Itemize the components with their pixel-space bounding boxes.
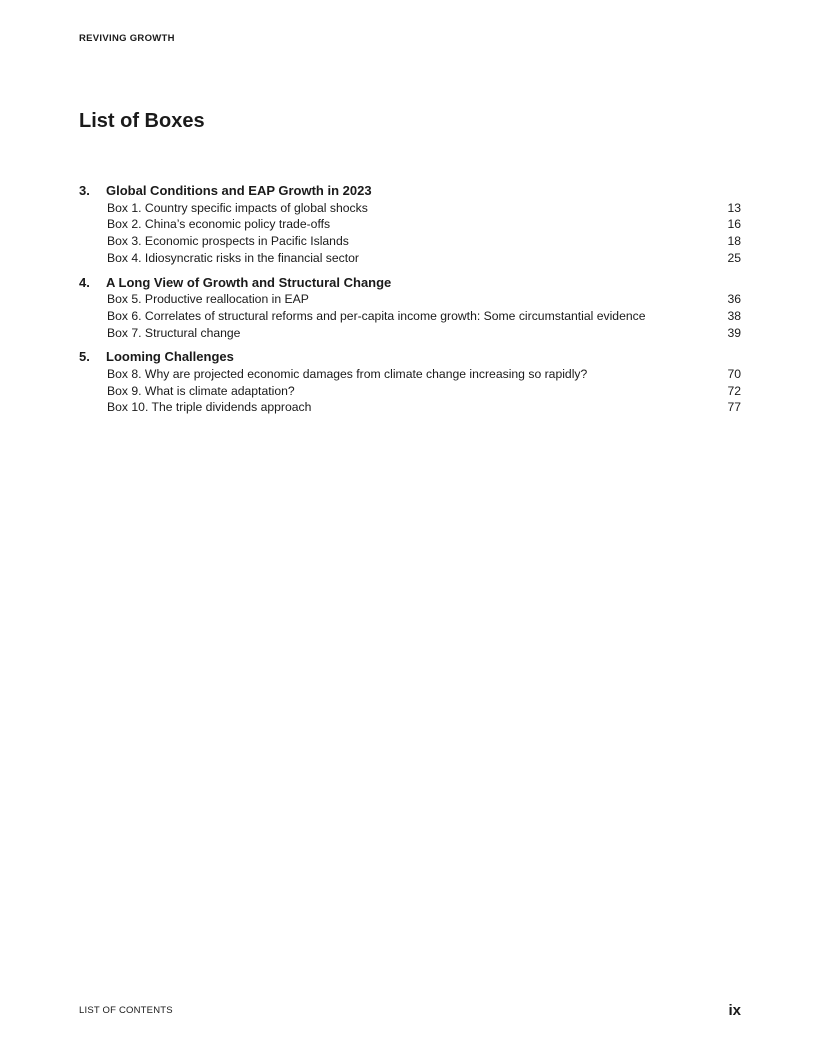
box-label: Box 6. Correlates of structural reforms and per-capita income growth: Some circumstantial evidence xyxy=(107,308,646,323)
box-label: Box 3. Economic prospects in Pacific Islands xyxy=(107,234,349,249)
box-entry[interactable] xyxy=(79,233,741,250)
chapter-heading[interactable] xyxy=(79,349,741,366)
box-label: Box 8. Why are projected economic damages from climate change increasing so rapidly? xyxy=(107,367,588,382)
box-page-number: 39 xyxy=(727,325,741,340)
box-label: Box 2. China’s economic policy trade-offs xyxy=(107,217,331,232)
chapter-3 xyxy=(79,183,741,267)
chapter-5 xyxy=(79,349,741,416)
box-page-number: 25 xyxy=(727,250,741,265)
chapter-number: 4. xyxy=(79,274,90,290)
box-page-number: 36 xyxy=(727,292,741,307)
box-page-number: 13 xyxy=(727,200,741,215)
box-label: Box 1. Country specific impacts of global shocks xyxy=(107,200,368,215)
box-entry[interactable] xyxy=(79,325,741,342)
page-title: List of Boxes xyxy=(79,110,205,132)
footer-section-label: LIST OF CONTENTS xyxy=(79,1005,173,1016)
running-header: REVIVING GROWTH xyxy=(79,33,175,44)
chapter-title: A Long View of Growth and Structural Change xyxy=(106,274,392,290)
box-entry[interactable] xyxy=(79,216,741,233)
chapter-heading[interactable] xyxy=(79,183,741,200)
box-page-number: 18 xyxy=(727,234,741,249)
box-page-number: 16 xyxy=(727,217,741,232)
chapter-number: 5. xyxy=(79,349,90,365)
box-label: Box 4. Idiosyncratic risks in the financial sector xyxy=(107,250,359,265)
box-page-number: 77 xyxy=(727,400,741,415)
box-label: Box 9. What is climate adaptation? xyxy=(107,383,295,398)
chapter-title: Global Conditions and EAP Growth in 2023 xyxy=(106,183,372,198)
chapter-4 xyxy=(79,275,741,342)
list-of-boxes xyxy=(79,183,741,424)
box-entry[interactable] xyxy=(79,291,741,308)
box-entry[interactable] xyxy=(79,200,741,217)
box-entry[interactable] xyxy=(79,250,741,267)
chapter-number: 3. xyxy=(79,183,90,198)
box-entry[interactable] xyxy=(79,366,741,383)
box-label: Box 7. Structural change xyxy=(107,325,241,340)
box-page-number: 72 xyxy=(727,383,741,398)
box-entry[interactable] xyxy=(79,399,741,416)
box-page-number: 38 xyxy=(727,308,741,323)
box-label: Box 5. Productive reallocation in EAP xyxy=(107,292,309,307)
box-page-number: 70 xyxy=(727,367,741,382)
chapter-title: Looming Challenges xyxy=(106,349,234,365)
box-entry[interactable] xyxy=(79,383,741,400)
box-label: Box 10. The triple dividends approach xyxy=(107,400,312,415)
footer-page-number: ix xyxy=(728,1002,741,1019)
chapter-heading[interactable] xyxy=(79,275,741,292)
box-entry[interactable] xyxy=(79,308,741,325)
